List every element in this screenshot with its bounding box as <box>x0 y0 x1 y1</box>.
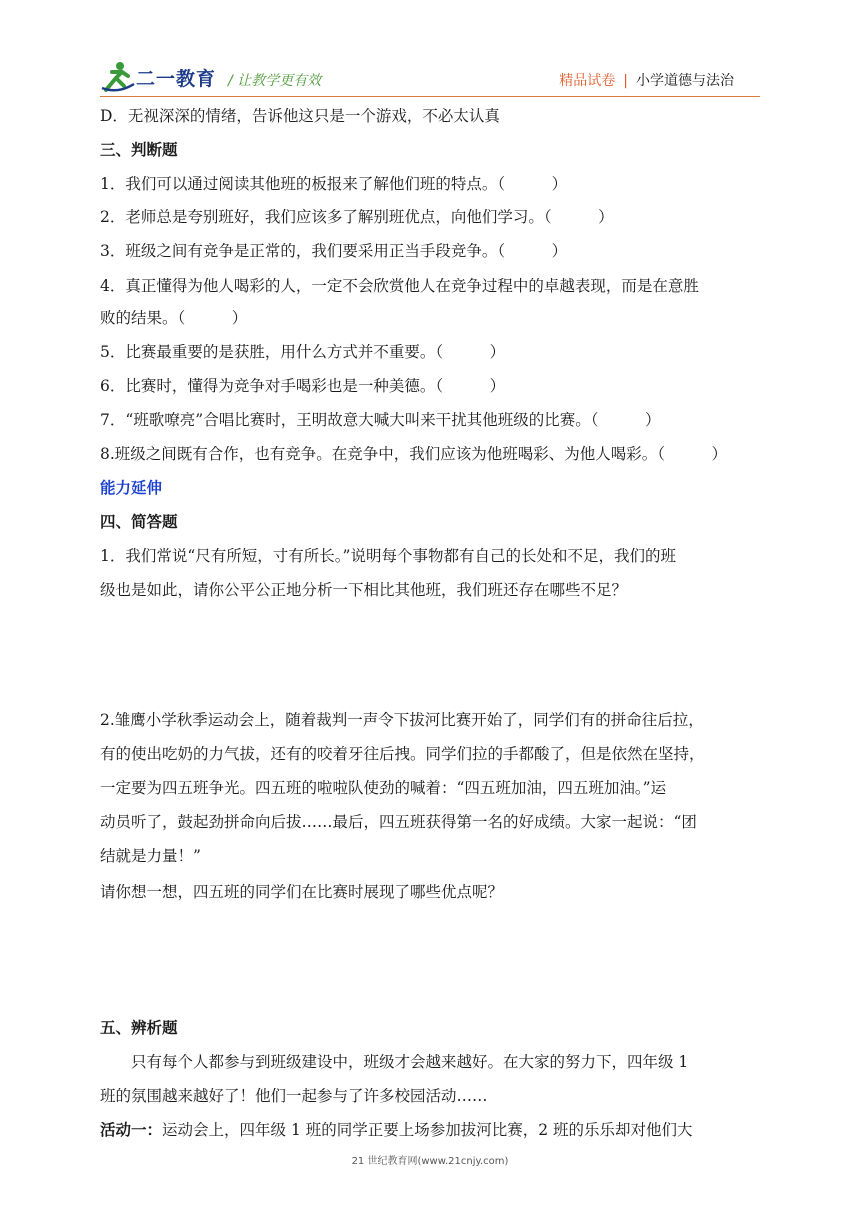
section3-title: 三、判断题 <box>100 141 178 159</box>
judge-item: 2．老师总是夸别班好，我们应该多了解别班优点，向他们学习。（ ） <box>100 208 614 226</box>
q1-text: 1．我们常说“尺有所短，寸有所长。”说明每个事物都有自己的长处和不足，我们的班 <box>100 547 676 565</box>
judge-item: 7．“班歌嘹亮”合唱比赛时，王明故意大喊大叫来干扰其他班级的比赛。（ ） <box>100 411 661 429</box>
activity1-text: 运动会上，四年级 1 班的同学正要上场参加拔河比赛，2 班的乐乐却对他们大 <box>162 1121 693 1139</box>
analysis-text: 班的氛围越来越好了！他们一起参与了许多校园活动…… <box>100 1087 488 1105</box>
option-d: D．无视深深的情绪，告诉他这只是一个游戏，不必太认真 <box>100 107 500 125</box>
q2-text: 动员听了，鼓起劲拼命向后拔……最后，四五班获得第一名的好成绩。大家一起说：“团 <box>100 813 697 831</box>
judge-item: 1．我们可以通过阅读其他班的板报来了解他们班的特点。（ ） <box>100 175 568 193</box>
runner-logo-icon <box>100 60 136 94</box>
judge-item: 4．真正懂得为他人喝彩的人，一定不会欣赏他人在竞争过程中的卓越表现，而是在意胜 <box>100 277 699 295</box>
header-divider <box>100 96 760 97</box>
judge-item: 3．班级之间有竞争是正常的，我们要采用正当手段竞争。（ ） <box>100 242 568 260</box>
analysis-text: 只有每个人都参与到班级建设中，班级才会越来越好。在大家的努力下，四年级 1 <box>100 1053 689 1071</box>
header-tag: 精品试卷 <box>559 73 616 89</box>
logo-text: 二一教育 <box>136 68 217 90</box>
section5-title: 五、辨析题 <box>100 1019 178 1037</box>
header-subject: 小学道德与法治 <box>636 73 734 89</box>
q2-text: 一定要为四五班争光。四五班的啦啦队使劲的喊着：“四五班加油，四五班加油。”运 <box>100 779 667 797</box>
q2-text: 结就是力量！” <box>100 847 201 865</box>
ability-title: 能力延伸 <box>100 479 163 497</box>
page-header <box>100 58 760 98</box>
activity1-label: 活动一： <box>100 1121 163 1139</box>
judge-item-cont: 败的结果。（ ） <box>100 309 248 327</box>
q1-text: 级也是如此，请你公平公正地分析一下相比其他班，我们班还存在哪些不足？ <box>100 581 628 599</box>
section4-title: 四、简答题 <box>100 513 178 531</box>
q2-text: 2.雏鹰小学秋季运动会上，随着裁判一声令下拔河比赛开始了，同学们有的拼命往后拉， <box>100 711 704 729</box>
activity1 <box>100 1120 693 1140</box>
slogan: / 让教学更有效 <box>228 73 322 89</box>
q2-prompt: 请你想一想，四五班的同学们在比赛时展现了哪些优点呢？ <box>100 883 504 901</box>
judge-item: 6．比赛时，懂得为竞争对手喝彩也是一种美德。（ ） <box>100 377 506 395</box>
judge-item: 8.班级之间既有合作，也有竞争。在竞争中，我们应该为他班喝彩、为他人喝彩。（ ） <box>100 445 728 463</box>
header-right <box>559 70 734 90</box>
page-footer: 21 世纪教育网(www.21cnjy.com) <box>351 1156 509 1167</box>
judge-item: 5．比赛最重要的是获胜，用什么方式并不重要。（ ） <box>100 343 506 361</box>
q2-text: 有的使出吃奶的力气拔，还有的咬着牙往后拽。同学们拉的手都酸了，但是依然在坚持， <box>100 745 705 763</box>
header-separator: | <box>623 73 628 89</box>
logo <box>100 60 230 94</box>
